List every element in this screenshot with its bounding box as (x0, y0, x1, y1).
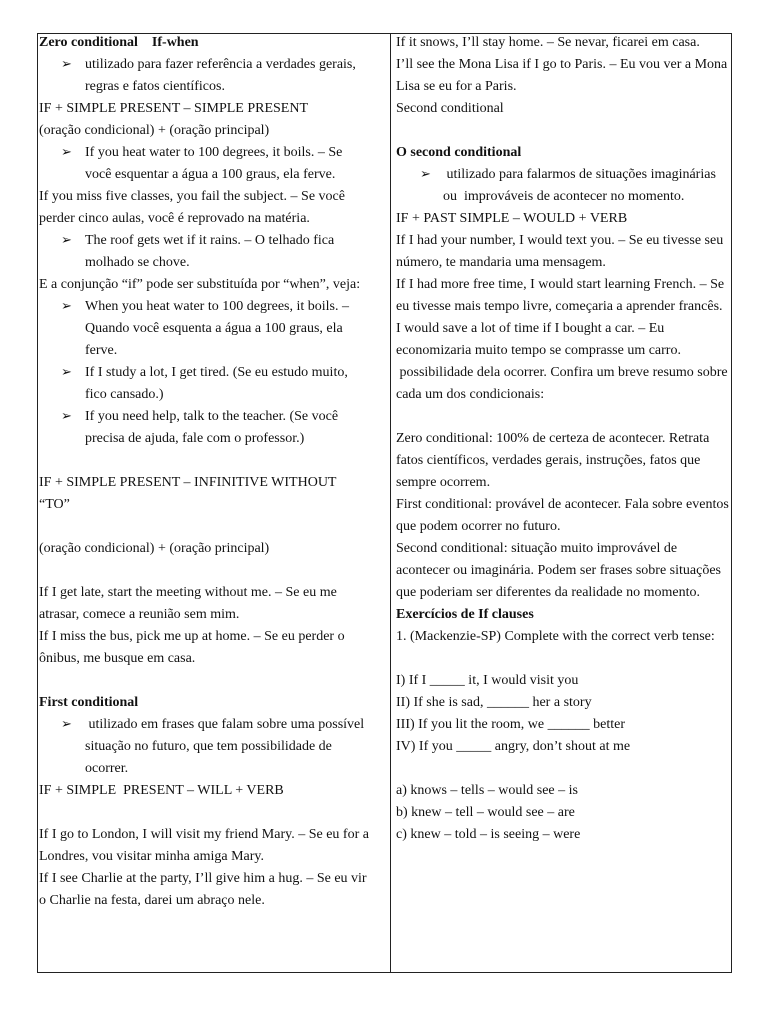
arrow-bullet-icon: ➢ (420, 167, 431, 182)
question-item: I) If I _____ it, I would visit you (396, 673, 579, 688)
spacer (396, 120, 730, 142)
arrow-bullet-icon: ➢ (61, 409, 72, 424)
imperative-clauses: (oração condicional) + (oração principal) (39, 541, 270, 556)
example-study: If I study a lot, I get tired. (Se eu estudo muito, fico cansado.) (85, 365, 348, 402)
answer-option-c: c) knew – told – is seeing – were (396, 827, 581, 842)
example-paris: I’ll see the Mona Lisa if I go to Paris. – Eu vou ver a Mona Lisa se eu for a Paris. (396, 57, 728, 94)
zero-clauses: (oração condicional) + (oração principal) (39, 123, 270, 138)
arrow-bullet-icon: ➢ (61, 57, 72, 72)
second-conditional-label: Second conditional (396, 101, 504, 116)
spacer (39, 670, 369, 692)
summary-second: Second conditional: situação muito improvável de acontecer ou imaginária. Podem ser frases sobre situações que poderiam ser diferentes da realidade no momento. (396, 541, 721, 600)
example-late: If I get late, start the meeting without me. – Se eu me atrasar, comece a reunião sem mim. (39, 585, 337, 622)
list-item (396, 164, 730, 208)
first-formula: IF + SIMPLE PRESENT – WILL + VERB (39, 783, 284, 798)
right-column (396, 32, 730, 846)
spacer (39, 802, 369, 824)
first-conditional-heading: First conditional (39, 695, 139, 710)
example-french: If I had more free time, I would start learning French. – Se eu tivesse mais tempo livre, começaria a aprender francês. (396, 277, 725, 314)
answer-option-a: a) knows – tells – would see – is (396, 783, 578, 798)
imperative-formula: IF + SIMPLE PRESENT – INFINITIVE WITHOUT “TO” (39, 475, 337, 512)
list-item (39, 406, 369, 450)
summary-zero: Zero conditional: 100% de certeza de acontecer. Retrata fatos científicos, verdades gerais, instruções, fatos que sempre ocorrem. (396, 431, 710, 490)
exercises-heading: Exercícios de If clauses (396, 607, 534, 622)
list-item (39, 230, 369, 274)
example-car: I would save a lot of time if I bought a car. – Eu economizaria muito tempo se comprasse um carro. (396, 321, 681, 358)
spacer (39, 560, 369, 582)
arrow-bullet-icon: ➢ (61, 365, 72, 380)
first-usage-text: utilizado em frases que falam sobre uma possível situação no futuro, que tem possibilidade de ocorrer. (85, 717, 368, 776)
summary-intro: possibilidade dela ocorrer. Confira um breve resumo sobre cada um dos condicionais: (396, 365, 732, 402)
spacer (396, 758, 730, 780)
question-item: IV) If you _____ angry, don’t shout at me (396, 739, 631, 754)
second-conditional-heading: O second conditional (396, 145, 522, 160)
example-miss-classes: If you miss five classes, you fail the subject. – Se você perder cinco aulas, você é reprovado na matéria. (39, 189, 345, 226)
spacer (396, 648, 730, 670)
list-item (39, 296, 369, 362)
left-column (39, 32, 369, 912)
example-help: If you need help, talk to the teacher. (Se você precisa de ajuda, fale com o professor.) (85, 409, 339, 446)
list-item (39, 54, 369, 98)
second-formula: IF + PAST SIMPLE – WOULD + VERB (396, 211, 628, 226)
example-when-heat: When you heat water to 100 degrees, it boils. – Quando você esquenta a água a 100 graus, ela ferve. (85, 299, 349, 358)
arrow-bullet-icon: ➢ (61, 717, 72, 732)
when-note: E a conjunção “if” pode ser substituída por “when”, veja: (39, 277, 361, 292)
second-usage-text: utilizado para falarmos de situações imaginárias ou improváveis de acontecer no momento. (443, 167, 720, 204)
arrow-bullet-icon: ➢ (61, 299, 72, 314)
example-charlie: If I see Charlie at the party, I’ll give him a hug. – Se eu vir o Charlie na festa, darei um abraço nele. (39, 871, 367, 908)
spacer (39, 450, 369, 472)
list-item (39, 362, 369, 406)
example-bus: If I miss the bus, pick me up at home. – Se eu perder o ônibus, me busque em casa. (39, 629, 345, 666)
example-london: If I go to London, I will visit my friend Mary. – Se eu for a Londres, vou visitar minha amiga Mary. (39, 827, 369, 864)
summary-first: First conditional: provável de acontecer. Fala sobre eventos que podem ocorrer no futuro. (396, 497, 729, 534)
answer-option-b: b) knew – tell – would see – are (396, 805, 575, 820)
zero-formula: IF + SIMPLE PRESENT – SIMPLE PRESENT (39, 101, 309, 116)
question-item: III) If you lit the room, we ______ better (396, 717, 625, 732)
column-divider (390, 33, 391, 973)
list-item (39, 142, 369, 186)
example-roof: The roof gets wet if it rains. – O telhado fica molhado se chove. (85, 233, 335, 270)
list-item (39, 714, 369, 780)
arrow-bullet-icon: ➢ (61, 233, 72, 248)
question-1-prompt: 1. (Mackenzie-SP) Complete with the correct verb tense: (396, 629, 715, 644)
example-heat-water: If you heat water to 100 degrees, it boils. – Se você esquentar a água a 100 graus, ela ferve. (85, 145, 343, 182)
zero-conditional-heading: Zero conditional If-when (39, 35, 199, 50)
zero-usage-text: utilizado para fazer referência a verdades gerais, regras e fatos científicos. (85, 57, 356, 94)
arrow-bullet-icon: ➢ (61, 145, 72, 160)
question-item: II) If she is sad, ______ her a story (396, 695, 592, 710)
spacer (396, 406, 730, 428)
example-snow: If it snows, I’ll stay home. – Se nevar, ficarei em casa. (396, 35, 700, 50)
spacer (39, 516, 369, 538)
example-number: If I had your number, I would text you. – Se eu tivesse seu número, te mandaria uma mensagem. (396, 233, 724, 270)
